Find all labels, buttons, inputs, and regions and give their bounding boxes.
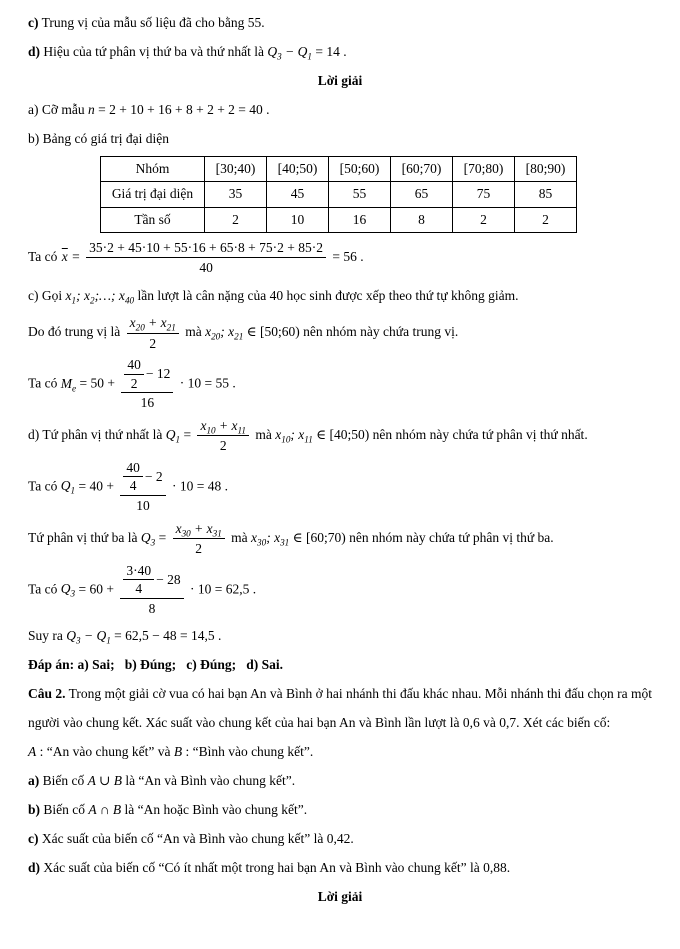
text-segment: Suy ra [28,628,67,644]
table-cell: 2 [515,207,577,232]
statement-label: b) [28,802,41,818]
text-segment: − 2 [144,469,163,485]
text-segment: : “Bình vào chung kết”. [182,744,314,760]
numerator: $x_{20} + x_{21}$ [127,313,179,334]
math-expression: A [28,744,37,760]
table-cell: [50;60) [329,157,391,182]
table-row [101,157,577,182]
text-segment: Do đó trung vị là [28,324,124,340]
text-segment: = [68,248,84,264]
text-segment: · 10 = 48 . [168,478,228,494]
table-cell: 2 [205,207,267,232]
text-segment: = [180,426,195,442]
denominator: 8 [148,600,156,616]
text-segment: Ta có [28,375,61,391]
numerator: $x_{30} + x_{31}$ [173,519,225,540]
fraction [173,519,225,559]
fraction [120,562,183,619]
math-expression: $x_{30}$; $x_{31}$ [251,529,290,548]
table-cell: [30;40) [205,157,267,182]
table-cell: 35 [205,182,267,207]
text-segment: Xác suất của biến cố “Có ít nhất một trong hai bạn An và Bình vào chung kết” là 0,88. [40,860,511,876]
rep-values-line: b) Bảng có giá trị đại diện [28,131,169,147]
q2-statement-b [28,795,652,824]
text-segment: · 10 = 62,5 . [186,581,257,597]
text-segment: = 40 + [75,478,118,494]
table-cell: 8 [391,207,453,232]
question-label: Câu 2. [28,686,66,702]
table-cell: Tần số [101,207,205,232]
table-cell: [80;90) [515,157,577,182]
text-segment: Xác suất của biến cố “An và Bình vào chung kết” là 0,42. [38,831,354,847]
table-cell: 55 [329,182,391,207]
text-segment: = 56 . [328,248,364,264]
text-segment: = 62,5 − 48 = 14,5 . [110,628,222,644]
numerator: 40 [123,459,143,478]
q2-statement-d [28,853,652,882]
numerator: 35·2 + 45·10 + 55·16 + 65·8 + 75·2 + 85·2 [86,238,326,259]
math-expression: $x_{20}$; $x_{21}$ [205,324,244,342]
conclusion-line [28,621,652,650]
text-segment: − 12 [145,366,171,382]
question2-intro [28,679,652,737]
math-expression: $Q_1$ [165,426,181,445]
text-segment: mà [227,529,252,545]
text-segment: − 28 [156,571,181,587]
denominator: 2 [149,335,157,351]
math-expression: $x_1$; $x_2;\dots$; $x_{40}$ [65,287,135,306]
text-segment: là “An hoặc Bình vào chung kết”. [121,802,308,818]
x-bar-variable: $\overline{x}$ [61,248,68,264]
inner-fraction [124,356,144,392]
denominator: 2 [195,541,203,557]
q3-formula-line [28,562,652,619]
table-cell: [70;80) [453,157,515,182]
solution-heading-1: Lời giải [317,73,363,89]
statement-text: Trung vị của mẫu số liệu đã cho bằng 55. [38,15,265,30]
text-segment: : “An vào chung kết” và [36,744,174,760]
numerator: 40 [124,356,144,375]
math-expression: A ∪ B [87,773,122,789]
table-cell: 75 [453,182,515,207]
statement-text: = 14 . [311,44,347,60]
text-segment: d) Tứ phân vị thứ nhất là [28,426,166,442]
denominator: 10 [136,497,150,513]
denominator: 4 [135,581,143,597]
table-cell: 85 [515,182,577,207]
table-cell: [40;50) [267,157,329,182]
text-segment: = 60 + [75,581,118,597]
denominator: 2 [130,375,138,391]
fraction [197,416,249,456]
text-segment: Trong một giải cờ vua có hai bạn An và Bình ở hai nhánh thi đấu khác nhau. Mỗi nhánh thi đấu chọn ra một người vào chung kết. Xác suất vào chung kết của hai bạn An và Bình lần lượt là 0,6 và 0,7. Xét các biến cố: [28,686,652,731]
math-expression: n [88,102,95,118]
table-cell: [60;70) [391,157,453,182]
fraction [127,313,179,353]
statement-label: c) [28,831,39,847]
text-segment: ∈ [40;50) nên nhóm này chứa tứ phân vị thứ nhất. [312,426,588,442]
q1-statement-d [28,37,652,66]
text-segment: Ta có [28,478,61,494]
text-segment: ∈ [60;70) nên nhóm này chứa tứ phân vị thứ ba. [289,529,554,545]
math-expression: $Q_3 - Q_1$ [267,44,312,62]
table-row [101,207,577,232]
text-segment: Biến cố [40,802,89,818]
q1-location-line [28,416,652,456]
fraction [121,356,173,413]
text-segment: Biến cố [39,773,88,789]
text-segment: = 50 + [76,375,119,391]
solution-heading-2: Lời giải [317,889,363,905]
q2-statement-c [28,824,652,853]
text-segment: ∈ [50;60) nên nhóm này chứa trung vị. [243,324,459,340]
fraction [120,459,165,516]
median-location-line [28,313,652,353]
math-expression: $Q_3 - Q_1$ [66,628,111,646]
numerator [120,562,183,599]
q1-formula-line [28,459,652,516]
question2-events-line [28,737,652,766]
math-expression: $Q_1$ [60,478,76,496]
statement-label: c) [28,15,39,30]
table-row [101,182,577,207]
table-cell: 45 [267,182,329,207]
text-segment: = [155,529,170,545]
q2-statement-a [28,766,652,795]
text-segment: c) Gọi [28,287,66,303]
table-cell: Nhóm [101,157,205,182]
representative-values-table [100,156,577,233]
text-segment: là “An và Bình vào chung kết”. [121,773,296,789]
text-segment: mà [252,426,276,442]
q3-location-line [28,519,652,559]
statement-label: d) [28,860,41,876]
table-cell: Giá trị đại diện [101,182,205,207]
inner-fraction [123,459,143,495]
numerator: 3·40 [123,562,154,581]
mean-formula-line [28,238,652,278]
answer-line: Đáp án: a) Sai; b) Đúng; c) Đúng; d) Sai. [28,657,284,673]
math-expression: $M_e$ [60,375,77,394]
text-segment: = 2 + 10 + 16 + 8 + 2 + 2 = 40 . [94,102,270,118]
denominator: 16 [140,395,155,411]
text-segment: lần lượt là cân nặng của 40 học sinh được xếp theo thứ tự không giảm. [134,287,519,303]
denominator: 4 [129,478,137,494]
text-segment: Ta có [28,248,61,264]
fraction [86,238,326,278]
math-expression: $Q_3$ [140,529,156,548]
denominator: 40 [199,260,213,276]
table-cell: 10 [267,207,329,232]
statement-text: Hiệu của tứ phân vị thứ ba và thứ nhất là [40,44,268,60]
text-segment: a) Cỡ mẫu [28,102,88,118]
text-segment: mà [181,324,206,340]
numerator [120,459,165,496]
text-segment: Tứ phân vị thứ ba là [28,529,141,545]
ordered-data-line [28,281,652,310]
sample-size-line [28,95,652,124]
statement-label: a) [28,773,40,789]
math-expression: $x_{10}$; $x_{11}$ [275,426,313,445]
text-segment: · 10 = 55 . [176,375,236,391]
math-expression: A ∩ B [88,802,122,818]
text-segment: Ta có [28,581,61,597]
table-cell: 65 [391,182,453,207]
statement-label: d) [28,44,41,60]
q1-statement-c [28,8,652,37]
numerator [121,356,173,393]
table-cell: 2 [453,207,515,232]
math-expression: $Q_3$ [60,581,76,599]
math-expression: B [173,744,183,760]
numerator: $x_{10} + x_{11}$ [197,416,249,437]
median-formula-line [28,356,652,413]
denominator: 2 [219,438,227,454]
inner-fraction [123,562,154,598]
table-cell: 16 [329,207,391,232]
